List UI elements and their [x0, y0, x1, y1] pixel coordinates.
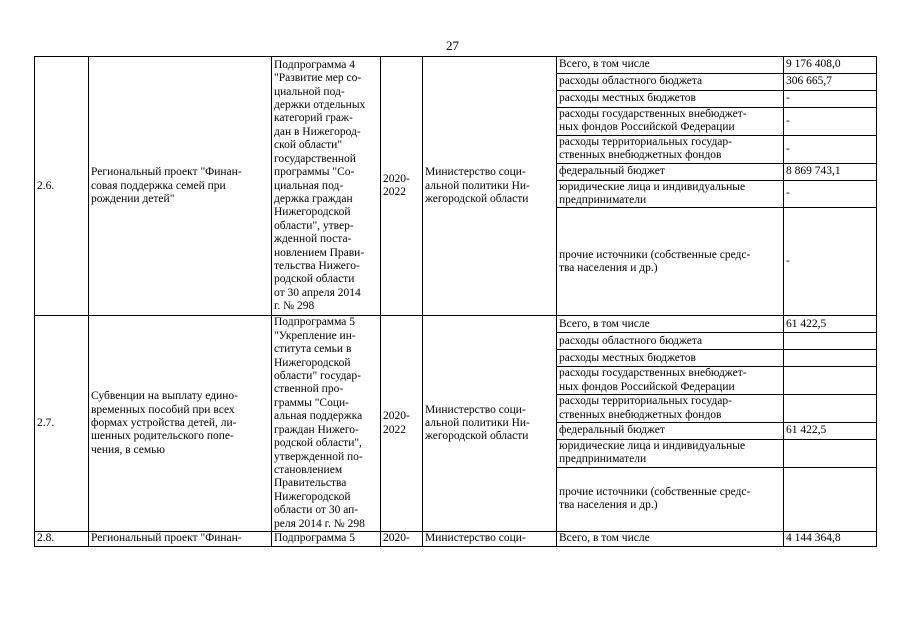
funding-amount: [784, 350, 877, 367]
funding-amount: [784, 440, 877, 468]
item-period: 2020- 2022: [381, 57, 423, 316]
program-table: [34, 56, 877, 547]
funding-source: расходы областного бюджета: [557, 74, 784, 91]
funding-amount: [784, 467, 877, 531]
funding-source: Всего, в том числе: [557, 57, 784, 74]
item-number: 2.7.: [35, 316, 89, 532]
funding-source: расходы местных бюджетов: [557, 91, 784, 108]
funding-source: юридические лица и индивидуальные предприниматели: [557, 440, 784, 468]
table-row: [35, 316, 877, 333]
program-table-body: [35, 57, 877, 547]
item-executor: Министерство соци-: [423, 531, 557, 546]
funding-amount: [784, 395, 877, 423]
funding-source: прочие источники (собственные средс- тва населения и др.): [557, 467, 784, 531]
item-period: 2020- 2022: [381, 316, 423, 532]
funding-source: федеральный бюджет: [557, 163, 784, 180]
funding-amount: -: [784, 208, 877, 316]
item-subprogram: Подпрограмма 5 "Укрепление ин- ститута семьи в Нижегородской области" государ- ственной про- граммы "Соци- альная поддержка граждан Нижего- родской области", утвержденной по- становлением Правительства Нижегородской области от 30 ап- реля 2014 г. № 298: [272, 316, 381, 532]
funding-source: расходы территориальных государ- ственных внебюджетных фондов: [557, 135, 784, 163]
funding-amount: 306 665,7: [784, 74, 877, 91]
item-executor: Министерство соци- альной политики Ни- жегородской области: [423, 57, 557, 316]
item-subprogram: Подпрограмма 4 "Развитие мер со- циальной под- держки отдельных категорий граж- дан в Нижегород- ской области" государственной программы "Со- циальная под- держка граждан Нижегородской области", утвер- жденной поста- новлением Прави- тельства Нижего- родской области от 30 апреля 2014 г. № 298: [272, 57, 381, 316]
funding-amount: [784, 333, 877, 350]
page-number: 27: [446, 38, 459, 53]
funding-source: Всего, в том числе: [557, 316, 784, 333]
funding-amount: 8 869 743,1: [784, 163, 877, 180]
item-number: 2.6.: [35, 57, 89, 316]
table-row: [35, 531, 877, 546]
funding-amount: 61 422,5: [784, 423, 877, 440]
funding-amount: 61 422,5: [784, 316, 877, 333]
funding-amount: -: [784, 108, 877, 136]
item-name: Региональный проект "Финан- совая поддержка семей при рождении детей": [89, 57, 272, 316]
funding-amount: -: [784, 180, 877, 208]
funding-source: расходы государственных внебюджет- ных фондов Российской Федерации: [557, 108, 784, 136]
funding-amount: -: [784, 135, 877, 163]
funding-source: расходы территориальных государ- ственных внебюджетных фондов: [557, 395, 784, 423]
funding-source: Всего, в том числе: [557, 531, 784, 546]
funding-source: расходы государственных внебюджет- ных фондов Российской Федерации: [557, 367, 784, 395]
item-subprogram: Подпрограмма 5: [272, 531, 381, 546]
item-name: Региональный проект "Финан-: [89, 531, 272, 546]
item-number: 2.8.: [35, 531, 89, 546]
funding-source: расходы местных бюджетов: [557, 350, 784, 367]
table-row: [35, 57, 877, 74]
funding-source: федеральный бюджет: [557, 423, 784, 440]
funding-source: расходы областного бюджета: [557, 333, 784, 350]
funding-amount: [784, 367, 877, 395]
item-name: Субвенции на выплату едино- временных пособий при всех формах устройства детей, ли- шенных родительского попе- чения, в семью: [89, 316, 272, 532]
funding-amount: 4 144 364,8: [784, 531, 877, 546]
funding-amount: 9 176 408,0: [784, 57, 877, 74]
funding-source: юридические лица и индивидуальные предприниматели: [557, 180, 784, 208]
item-executor: Министерство соци- альной политики Ни- жегородской области: [423, 316, 557, 532]
funding-source: прочие источники (собственные средс- тва населения и др.): [557, 208, 784, 316]
item-period: 2020-: [381, 531, 423, 546]
funding-amount: -: [784, 91, 877, 108]
